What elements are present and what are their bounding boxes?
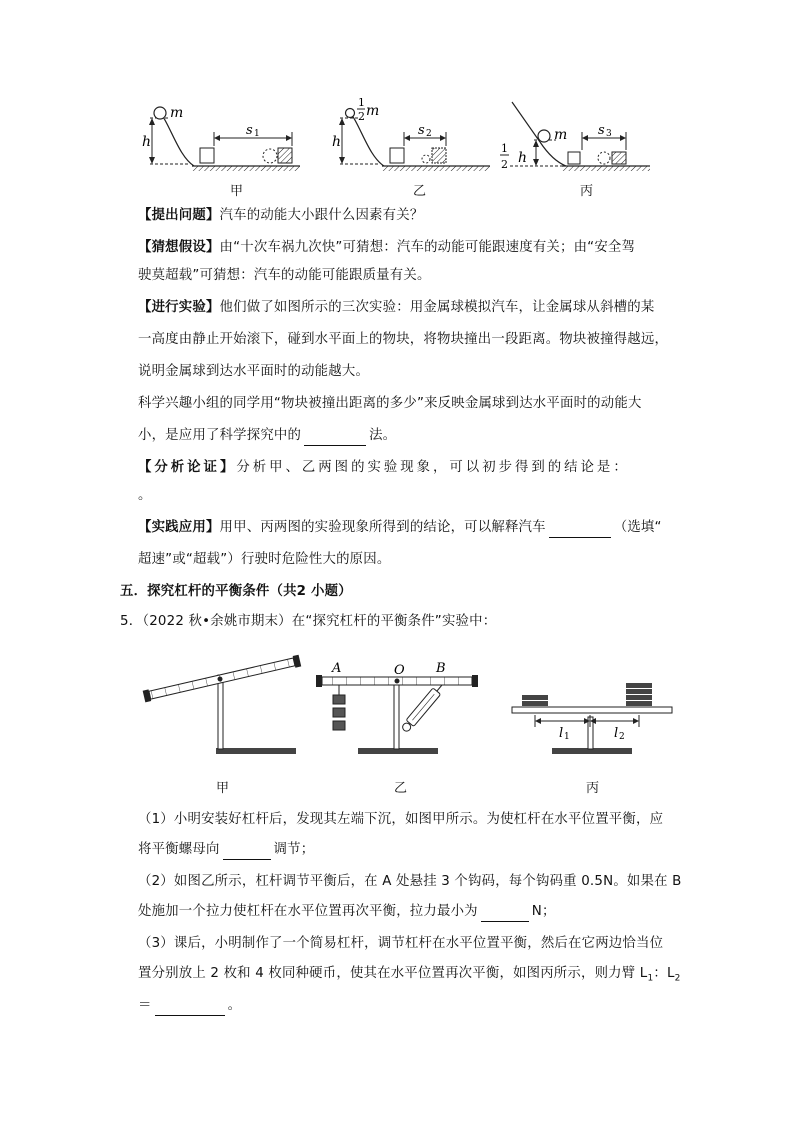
svg-text:h: h: [518, 150, 528, 166]
question-5-intro: 5．（2022 秋•余姚市期末）在“探究杠杆的平衡条件”实验中：: [120, 614, 497, 629]
figure2-caption-b: 乙: [394, 781, 408, 796]
q5-part1-line-2: 将平衡螺母向 调节；: [138, 840, 314, 860]
analysis-answer[interactable]: 。: [138, 488, 152, 503]
lever-tilted: [143, 655, 302, 754]
q5-part3-line-2: 置分别放上 2 枚和 4 枚同种硬币，使其在水平位置再次平衡，如图丙所示，则力臂 $L_1$：$L_2$: [138, 966, 681, 984]
figure2-caption-c: 丙: [586, 781, 600, 796]
svg-text:1: 1: [358, 98, 365, 109]
answer-blank-method[interactable]: [304, 431, 366, 446]
block: [200, 148, 214, 163]
svg-text:1: 1: [564, 732, 570, 742]
figure1-caption-a: 甲: [230, 184, 244, 199]
svg-text:m: m: [554, 127, 568, 143]
ramp-experiment-figure: [130, 98, 650, 198]
answer-blank-direction[interactable]: [223, 845, 271, 860]
svg-text:s: s: [418, 123, 425, 138]
method-line-1: 科学兴趣小组的同学用“物块被撞出距离的多少”来反映金属球到达水平面时的动能大: [138, 396, 642, 411]
svg-text:2: 2: [426, 129, 432, 139]
svg-text:m: m: [366, 103, 380, 119]
question-line: 【提出问题】汽车的动能大小跟什么因素有关？: [138, 208, 424, 223]
ramp-panel-a: [142, 105, 300, 171]
svg-text:2: 2: [619, 732, 625, 742]
answer-blank-practice[interactable]: [549, 523, 611, 538]
svg-text:l: l: [559, 726, 564, 741]
lever-label-b: B: [436, 661, 446, 676]
lever-experiment-figure: [136, 645, 681, 770]
svg-text:l: l: [614, 726, 619, 741]
q5-part3-line-3: ＝ 。: [138, 996, 241, 1016]
svg-text:2: 2: [501, 158, 508, 171]
height-label: h: [142, 134, 152, 150]
coin-stack-right: [626, 683, 652, 688]
q5-part1-line-1: （1）小明安装好杠杆后，发现其左端下沉，如图甲所示。为使杠杆在水平位置平衡，应: [138, 812, 664, 827]
figure1-caption-b: 乙: [413, 184, 427, 199]
coin-stack-left: [522, 695, 548, 700]
figure1-caption-c: 丙: [580, 184, 594, 199]
svg-text:s: s: [598, 123, 605, 138]
svg-text:2: 2: [358, 110, 365, 123]
svg-text:3: 3: [606, 129, 612, 139]
spring-scale: [400, 682, 446, 734]
hook-weight: [333, 695, 345, 704]
svg-text:s: s: [246, 123, 253, 138]
lever-with-coins: [512, 683, 672, 754]
experiment-line-2: 一高度由静止开始滚下，碰到水平面上的物块，将物块撞出一段距离。物块被撞得越远，: [138, 332, 669, 347]
metal-ball: [154, 107, 166, 119]
lever-label-a: A: [332, 661, 342, 676]
practice-line-2: 超速”或“超载”）行驶时危险性大的原因。: [138, 552, 391, 567]
analysis-line: 【分析论证】分析甲、乙两图的实验现象，可以初步得到的结论是：: [138, 460, 630, 475]
q5-part3-line-1: （3）课后，小明制作了一个简易杠杆，调节杠杆在水平位置平衡，然后在它两边恰当位: [138, 936, 664, 951]
ramp-panel-b: [332, 98, 490, 171]
hypothesis-line-2: 驶莫超载”可猜想：汽车的动能可能跟质量有关。: [138, 268, 431, 283]
svg-text:1: 1: [254, 129, 260, 139]
answer-blank-ratio[interactable]: [155, 1001, 225, 1016]
q5-part2-line-1: （2）如图乙所示，杠杆调节平衡后，在 A 处悬挂 3 个钩码，每个钩码重 0.5N。如果在 B: [138, 874, 682, 889]
lever-label-o: O: [394, 663, 405, 678]
svg-text:h: h: [332, 134, 342, 150]
method-line-2: 小，是应用了科学探究中的 法。: [138, 426, 396, 446]
figure2-caption-a: 甲: [216, 781, 230, 796]
ramp-panel-c: [500, 102, 650, 171]
hypothesis-line-1: 【猜想假设】由“十次车祸九次快”可猜想：汽车的动能可能跟速度有关；由“安全驾: [138, 240, 636, 255]
q5-part2-line-2: 处施加一个拉力使杠杆在水平位置再次平衡，拉力最小为 N；: [138, 902, 556, 922]
lever-with-weights: [316, 661, 478, 754]
experiment-line-3: 说明金属球到达水平面时的动能越大。: [138, 364, 370, 379]
experiment-line-1: 【进行实验】他们做了如图所示的三次实验：用金属球模拟汽车，让金属球从斜槽的某: [138, 300, 655, 315]
svg-text:m: m: [170, 105, 184, 121]
svg-text:1: 1: [501, 142, 508, 155]
answer-blank-force[interactable]: [481, 907, 529, 922]
section-heading: 五．探究杠杆的平衡条件（共2 小题）: [120, 584, 352, 599]
practice-line-1: 【实践应用】用甲、丙两图的实验现象所得到的结论，可以解释汽车 （选填“: [138, 518, 662, 538]
